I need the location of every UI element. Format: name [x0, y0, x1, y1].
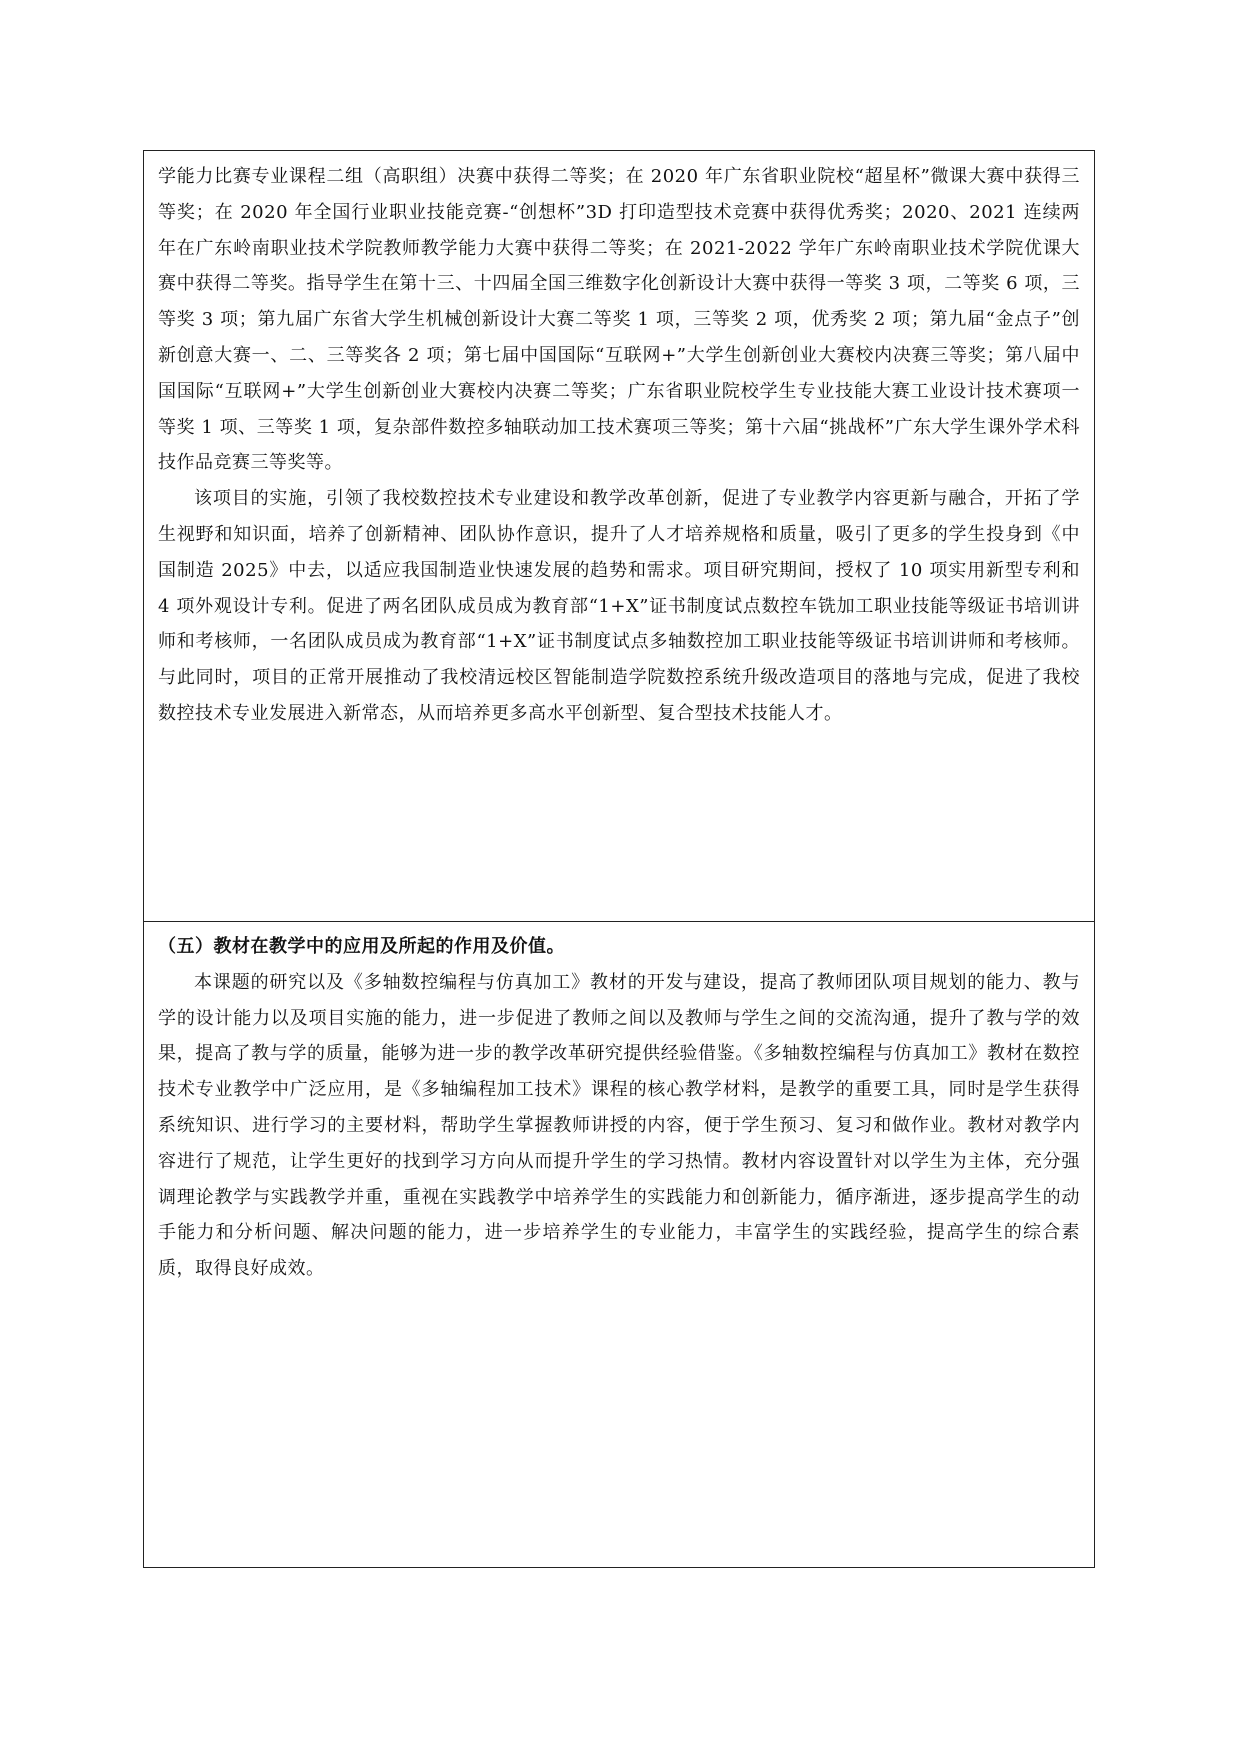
continued-paragraph: 学能力比赛专业课程二组（高职组）决赛中获得二等奖；在 2020 年广东省职业院校“超星杯”微课大赛中获得三等奖；在 2020 年全国行业职业技能竞赛-“创想杯”3D 打印造型技术竞赛中获得优秀奖；2020、2021 连续两年在广东岭南职业技术学院教师教学能力大赛中获得二等奖；在 2021-2022 学年广东岭南职业技术学院优课大赛中获得二等奖。指导学生在第十三、十四届全国三维数字化创新设计大赛中获得一等奖 3 项，二等奖 6 项，三等奖 3 项；第九届广东省大学生机械创新设计大赛二等奖 1 项，三等奖 2 项，优秀奖 2 项；第九届“金点子”创新创意大赛一、二、三等奖各 2 项；第七届中国国际“互联网+”大学生创新创业大赛校内决赛三等奖；第八届中国国际“互联网+”大学生创新创业大赛校内决赛二等奖；广东省职业院校学生专业技能大赛工业设计技术赛项一等奖 1 项、三等奖 1 项，复杂部件数控多轴联动加工技术赛项三等奖；第十六届“挑战杯”广东大学生课外学术科技作品竞赛三等奖等。 — [158, 166, 1080, 474]
form-table — [143, 150, 1095, 1568]
previous-section-cell — [158, 159, 1080, 732]
impact-paragraph: 该项目的实施，引领了我校数控技术专业建设和教学改革创新，促进了专业教学内容更新与融合，开拓了学生视野和知识面，培养了创新精神、团队协作意识，提升了人才培养规格和质量，吸引了更多的学生投身到《中国制造 2025》中去，以适应我国制造业快速发展的趋势和需求。项目研究期间，授权了 10 项实用新型专利和 4 项外观设计专利。促进了两名团队成员成为教育部“1+X”证书制度试点数控车铣加工职业技能等级证书培训讲师和考核师，一名团队成员成为教育部“1+X”证书制度试点多轴数控加工职业技能等级证书培训讲师和考核师。与此同时，项目的正常开展推动了我校清远校区智能制造学院数控系统升级改造项目的落地与完成，促进了我校数控技术专业发展进入新常态，从而培养更多高水平创新型、复合型技术技能人才。 — [158, 488, 1080, 724]
section-five-cell — [158, 929, 1080, 1287]
section-heading: （五）教材在教学中的应用及所起的作用及价值。 — [158, 936, 565, 957]
textbook-application-paragraph: 本课题的研究以及《多轴数控编程与仿真加工》教材的开发与建设，提高了教师团队项目规划的能力、教与学的设计能力以及项目实施的能力，进一步促进了教师之间以及教师与学生之间的交流沟通，提升了教与学的效果，提高了教与学的质量，能够为进一步的教学改革研究提供经验借鉴。《多轴数控编程与仿真加工》教材在数控技术专业教学中广泛应用，是《多轴编程加工技术》课程的核心教学材料，是教学的重要工具，同时是学生获得系统知识、进行学习的主要材料，帮助学生掌握教师讲授的内容，便于学生预习、复习和做作业。教材对教学内容进行了规范，让学生更好的找到学习方向从而提升学生的学习热情。教材内容设置针对以学生为主体，充分强调理论教学与实践教学并重，重视在实践教学中培养学生的实践能力和创新能力，循序渐进，逐步提高学生的动手能力和分析问题、解决问题的能力，进一步培养学生的专业能力，丰富学生的实践经验，提高学生的综合素质，取得良好成效。 — [158, 971, 1080, 1280]
row-divider — [144, 921, 1094, 922]
